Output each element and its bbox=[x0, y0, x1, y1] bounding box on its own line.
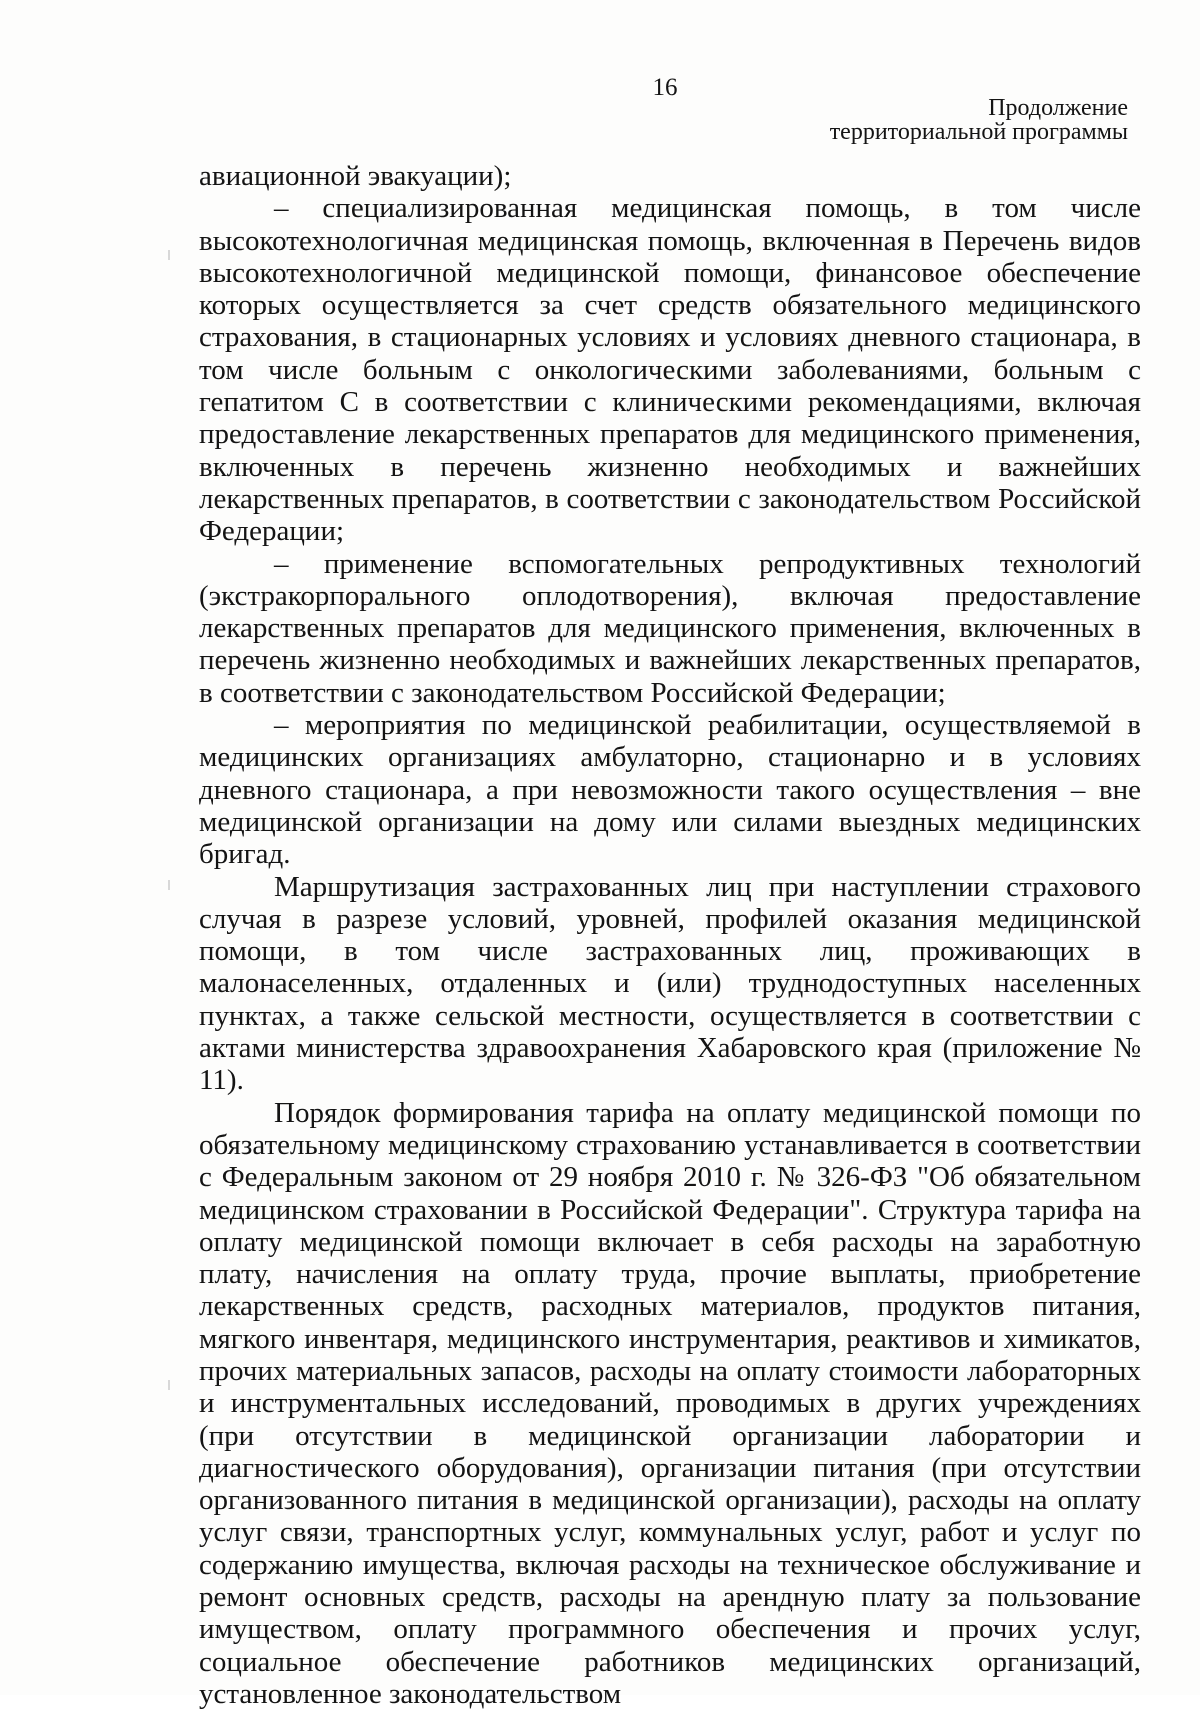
program-label: территориальной программы bbox=[829, 119, 1128, 145]
scan-margin-mark bbox=[168, 250, 170, 260]
paragraph-specialized-care: – специализированная медицинская помощь, в том числе высокотехнологичная медицинская помощь, включенная в Перечень видов высокотехнологичной медицинской помощи, финансовое обеспечение которых осуществляется за счет средств обязательного медицинского страхования, в стационарных условиях и условиях дневного стационара, в том числе больным с онкологическими заболеваниями, больным с гепатитом С в соответствии с клиническими рекомендациями, включая предоставление лекарственных препаратов для медицинского применения, включенных в перечень жизненно необходимых и важнейших лекарственных препаратов, в соответствии с законодательством Российской Федерации; bbox=[199, 192, 1141, 548]
paragraph-tariff: Порядок формирования тарифа на оплату медицинской помощи по обязательному медицинскому страхованию устанавливается в соответствии с Федеральным законом от 29 ноября 2010 г. № 326-ФЗ "Об обязательном медицинском страховании в Российской Федерации". Структура тарифа на оплату медицинской помощи включает в себя расходы на заработную плату, начисления на оплату труда, прочие выплаты, приобретение лекарственных средств, расходных материалов, продуктов питания, мягкого инвентаря, медицинского инструментария, реактивов и химикатов, прочих материальных запасов, расходы на оплату стоимости лабораторных и инструментальных исследований, проводимых в других учреждениях (при отсутствии в медицинской организации лаборатории и диагностического оборудования), организации питания (при отсутствии организованного питания в медицинской организации), расходы на оплату услуг связи, транспортных услуг, коммунальных услуг, работ и услуг по содержанию имущества, включая расходы на техническое обслуживание и ремонт основных средств, расходы на арендную плату за пользование имуществом, оплату программного обеспечения и прочих услуг, социальное обеспечение работников медицинских организаций, установленное законодательством bbox=[199, 1096, 1141, 1710]
paragraph-reproductive-technologies: – применение вспомогательных репродуктивных технологий (экстракорпорального оплодотворения), включая предоставление лекарственных препаратов для медицинского применения, включенных в перечень жизненно необходимых и важнейших лекарственных препаратов, в соответствии с законодательством Российской Федерации; bbox=[199, 547, 1141, 709]
page-number: 16 bbox=[652, 74, 678, 101]
document-body bbox=[199, 160, 1141, 1710]
scan-margin-mark bbox=[168, 1380, 170, 1390]
continuation-label: Продолжение bbox=[988, 95, 1128, 121]
paragraph-rehabilitation: – мероприятия по медицинской реабилитации, осуществляемой в медицинских организациях амбулаторно, стационарно и в условиях дневного стационара, а при невозможности такого осуществления – вне медицинской организации на дому или силами выездных медицинских бригад. bbox=[199, 709, 1141, 871]
paragraph-routing: Маршрутизация застрахованных лиц при наступлении страхового случая в разрезе условий, уровней, профилей оказания медицинской помощи, в том числе застрахованных лиц, проживающих в малонаселенных, отдаленных и (или) труднодоступных населенных пунктах, а также сельской местности, осуществляется в соответствии с актами министерства здравоохранения Хабаровского края (приложение № 11). bbox=[199, 870, 1141, 1097]
paragraph-continuation: авиационной эвакуации); bbox=[199, 160, 512, 192]
continuation-header bbox=[830, 96, 1128, 144]
scan-margin-mark bbox=[168, 880, 170, 890]
